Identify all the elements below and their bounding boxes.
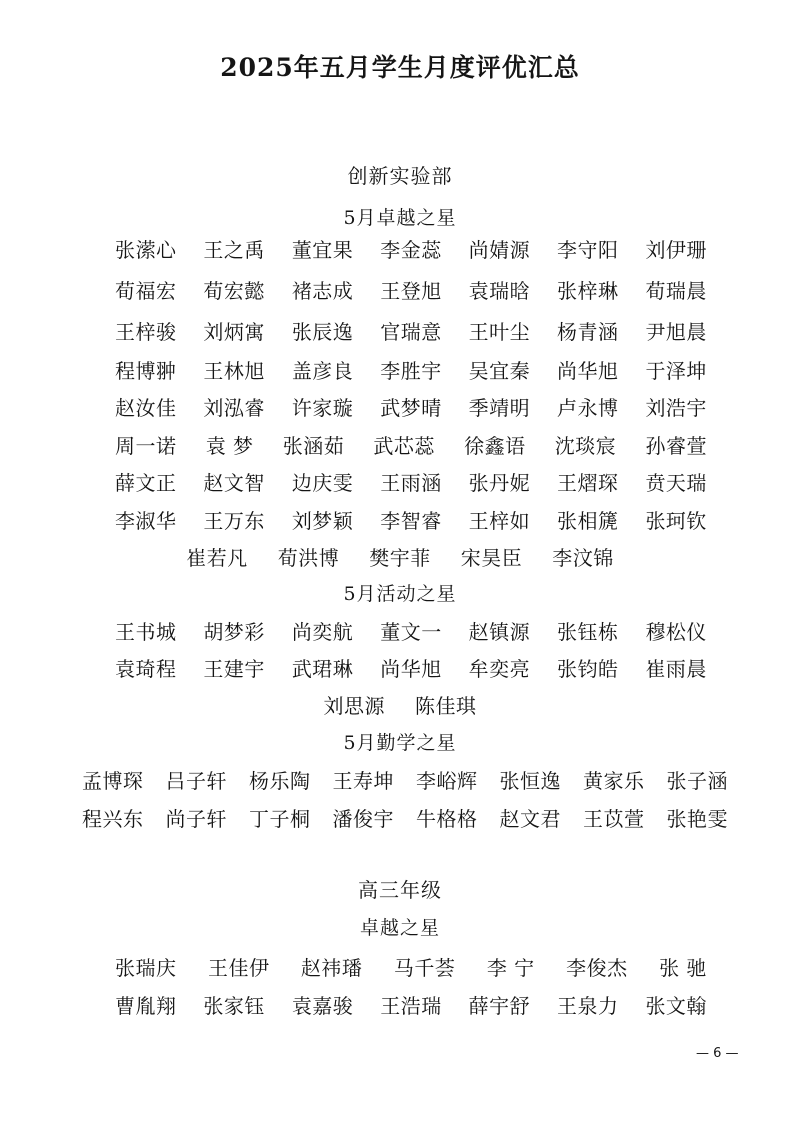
student-name: 张辰逸 <box>291 320 354 344</box>
student-name: 潘俊宇 <box>332 807 394 831</box>
student-name: 李 宁 <box>486 956 535 980</box>
student-name: 曹胤翔 <box>115 994 177 1018</box>
student-name: 武珺琳 <box>291 657 354 681</box>
section-heading-grade12: 高三年级 <box>358 878 442 902</box>
student-name: 崔雨晨 <box>645 657 707 681</box>
name-row <box>82 765 728 794</box>
student-name: 胡梦彩 <box>203 620 265 644</box>
name-row <box>82 803 728 832</box>
name-row <box>115 392 707 421</box>
student-name: 王浩瑞 <box>380 994 442 1018</box>
name-row <box>0 542 800 571</box>
name-row <box>115 430 707 459</box>
student-name: 崔若凡 <box>186 546 248 570</box>
student-name: 许家璇 <box>291 396 354 420</box>
student-name: 张珂钦 <box>645 509 707 533</box>
student-name: 沈琰宸 <box>554 434 617 458</box>
name-row <box>115 653 707 682</box>
student-name: 樊宇菲 <box>369 546 431 570</box>
name-row <box>115 275 707 304</box>
student-name: 王建宇 <box>203 657 265 681</box>
student-name: 王雨涵 <box>380 471 442 495</box>
student-name: 张恒逸 <box>499 769 561 793</box>
student-name: 牛格格 <box>416 807 478 831</box>
student-name: 刘思源 <box>323 694 385 718</box>
student-name: 袁嘉骏 <box>291 994 354 1018</box>
student-name: 程兴东 <box>82 807 144 831</box>
student-name: 张涵茹 <box>282 434 345 458</box>
student-name: 吴宜秦 <box>468 359 531 383</box>
student-name: 季靖明 <box>468 396 531 420</box>
category-activity: 5月活动之星 <box>343 583 457 605</box>
student-name: 李峪辉 <box>416 769 478 793</box>
student-name: 马千荟 <box>393 956 456 980</box>
student-name: 官瑞意 <box>380 320 442 344</box>
name-row <box>115 505 707 534</box>
student-name: 王寿坤 <box>332 769 394 793</box>
student-name: 于泽坤 <box>645 359 707 383</box>
student-name: 宋昊臣 <box>460 546 523 570</box>
student-name: 张相篪 <box>557 509 619 533</box>
student-name: 董宜果 <box>291 238 354 262</box>
category-excellence: 5月卓越之星 <box>343 207 457 229</box>
student-name: 王梓骏 <box>115 320 177 344</box>
student-name: 李汶锦 <box>552 546 614 570</box>
student-name: 张文翰 <box>645 994 707 1018</box>
student-name: 袁瑞晗 <box>468 279 531 303</box>
student-name: 穆松仪 <box>645 620 707 644</box>
student-name: 杨青涵 <box>557 320 619 344</box>
student-name: 李胜宇 <box>380 359 442 383</box>
student-name: 黄家乐 <box>583 769 645 793</box>
student-name: 武梦晴 <box>380 396 442 420</box>
student-name: 袁 梦 <box>205 434 254 458</box>
student-name: 张钧皓 <box>557 657 619 681</box>
student-name: 张丹妮 <box>468 471 531 495</box>
student-name: 薛宇舒 <box>468 994 531 1018</box>
student-name: 刘炳寓 <box>203 320 265 344</box>
student-name: 程博翀 <box>115 359 177 383</box>
student-name: 荀宏懿 <box>203 279 265 303</box>
student-name: 王佳伊 <box>207 956 270 980</box>
student-name: 刘伊珊 <box>645 238 707 262</box>
student-name: 盖彦良 <box>291 359 354 383</box>
student-name: 武芯蕊 <box>373 434 435 458</box>
student-name: 董文一 <box>380 620 442 644</box>
student-name: 刘梦颖 <box>291 509 354 533</box>
student-name: 王苡萱 <box>583 807 645 831</box>
student-name: 赵文君 <box>499 807 561 831</box>
name-row <box>115 316 707 345</box>
student-name: 卢永博 <box>557 396 619 420</box>
student-name: 边庆雯 <box>291 471 354 495</box>
student-name: 张 驰 <box>659 956 707 980</box>
student-name: 王登旭 <box>380 279 442 303</box>
student-name: 丁子桐 <box>249 807 311 831</box>
student-name: 赵祎璠 <box>300 956 363 980</box>
student-name: 刘浩宇 <box>645 396 707 420</box>
student-name: 张潆心 <box>115 238 177 262</box>
student-name: 贲天瑞 <box>645 471 707 495</box>
student-name: 赵汝佳 <box>115 396 177 420</box>
student-name: 褚志成 <box>291 279 354 303</box>
student-name: 赵镇源 <box>468 620 531 644</box>
student-name: 薛文正 <box>115 471 177 495</box>
student-name: 李俊杰 <box>566 956 628 980</box>
student-name: 袁琦程 <box>115 657 177 681</box>
category-grade12-excellence: 卓越之星 <box>359 917 440 939</box>
name-row <box>115 234 707 263</box>
student-name: 张子涵 <box>666 769 728 793</box>
student-name: 王书城 <box>115 620 177 644</box>
student-name: 周一诺 <box>115 434 177 458</box>
student-name: 牟奕亮 <box>468 657 531 681</box>
document-title: 2025年五月学生月度评优汇总 <box>220 53 580 82</box>
category-diligence: 5月勤学之星 <box>343 732 457 754</box>
student-name: 刘泓睿 <box>203 396 265 420</box>
section-heading-innovation: 创新实验部 <box>347 164 453 188</box>
student-name: 尹旭晨 <box>645 320 707 344</box>
student-name: 孙睿萱 <box>645 434 707 458</box>
name-row <box>115 355 707 384</box>
student-name: 王万东 <box>203 509 265 533</box>
student-name: 吕子轩 <box>165 769 227 793</box>
name-row <box>115 616 707 645</box>
student-name: 荀瑞晨 <box>645 279 707 303</box>
student-name: 荀福宏 <box>115 279 177 303</box>
student-name: 荀洪博 <box>277 546 340 570</box>
student-name: 张梓琳 <box>557 279 619 303</box>
student-name: 李守阳 <box>557 238 619 262</box>
student-name: 王林旭 <box>203 359 265 383</box>
student-name: 尚华旭 <box>557 359 619 383</box>
student-name: 张家钰 <box>203 994 265 1018</box>
student-name: 张艳雯 <box>666 807 728 831</box>
student-name: 尚华旭 <box>380 657 442 681</box>
student-name: 李淑华 <box>115 509 177 533</box>
student-name: 王之禹 <box>203 238 265 262</box>
student-name: 张钰栋 <box>557 620 619 644</box>
student-name: 王梓如 <box>468 509 531 533</box>
student-name: 李智睿 <box>380 509 442 533</box>
student-name: 尚婧源 <box>468 238 531 262</box>
page-number: — 6 — <box>696 1046 739 1061</box>
student-name: 杨乐陶 <box>249 769 311 793</box>
student-name: 张瑞庆 <box>115 956 177 980</box>
student-name: 赵文智 <box>203 471 265 495</box>
student-name: 尚奕航 <box>291 620 354 644</box>
name-row <box>115 952 707 981</box>
student-name: 王泉力 <box>557 994 619 1018</box>
name-row <box>0 690 800 719</box>
student-name: 王叶尘 <box>468 320 531 344</box>
student-name: 李金蕊 <box>380 238 442 262</box>
student-name: 陈佳琪 <box>415 694 477 718</box>
student-name: 尚子轩 <box>165 807 227 831</box>
student-name: 徐鑫语 <box>464 434 526 458</box>
name-row <box>115 467 707 496</box>
student-name: 孟博琛 <box>82 769 144 793</box>
student-name: 王熠琛 <box>557 471 619 495</box>
name-row <box>115 990 707 1019</box>
